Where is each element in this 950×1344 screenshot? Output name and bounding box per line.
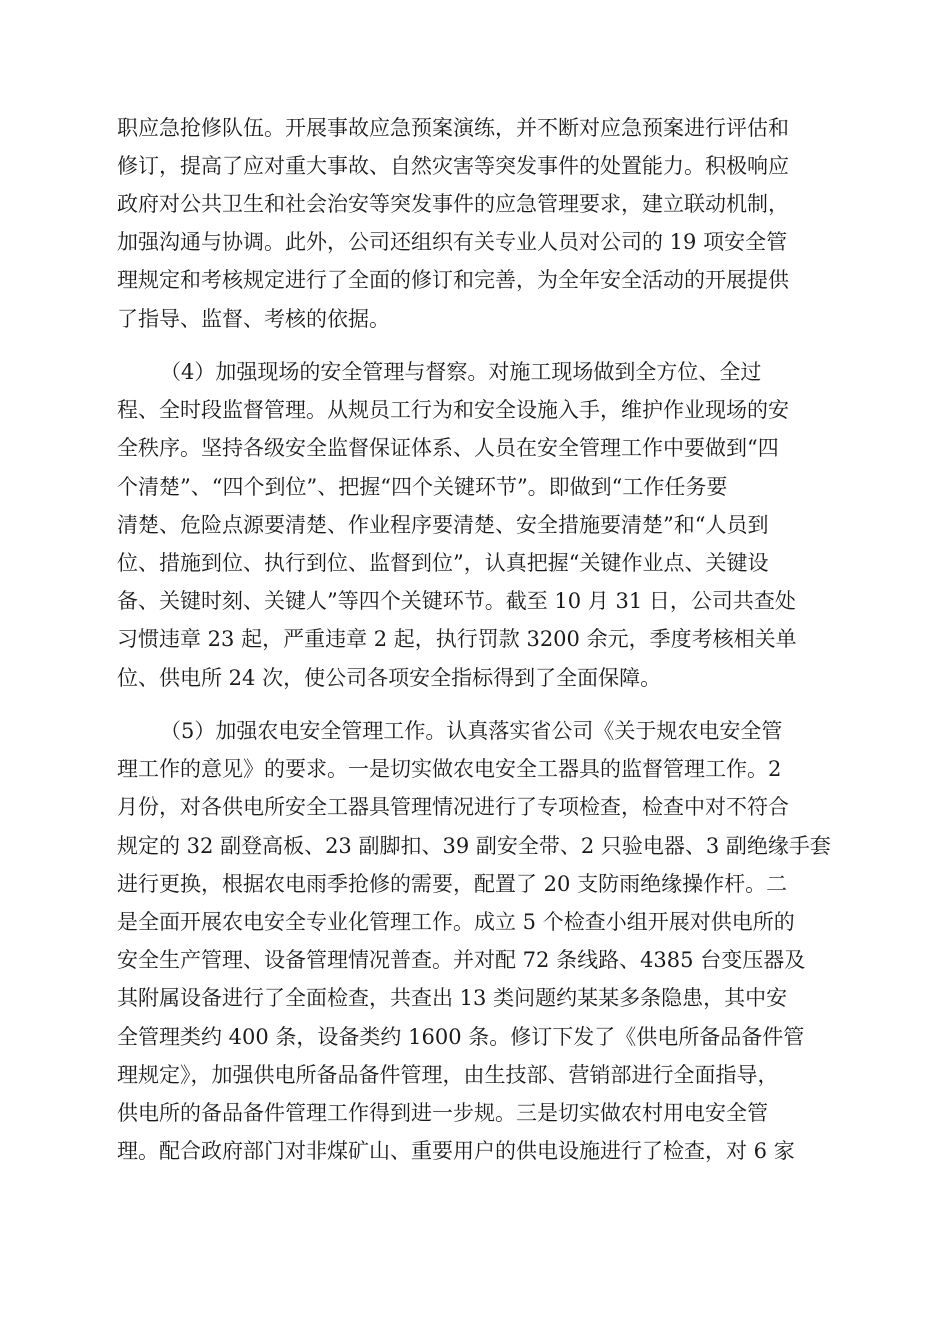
text-line: 职应急抢修队伍。开展事故应急预案演练，并不断对应急预案进行评估和 [117,116,789,140]
paragraph-first-line: （4）加强现场的安全管理与督察。对施工现场做到全方位、全过 [160,360,762,384]
text-line: 供电所的备品备件管理工作得到进一步规。三是切实做农村用电安全管 [117,1101,768,1125]
text-line: 位、供电所 24 次，使公司各项安全指标得到了全面保障。 [117,666,662,690]
text-line: 全管理类约 400 条，设备类约 1600 条。修订下发了《供电所备品备件管 [117,1025,805,1049]
text-line: 理规定和考核规定进行了全面的修订和完善，为全年安全活动的开展提供 [117,268,789,292]
text-line: 月份，对各供电所安全工器具管理情况进行了专项检查，检查中对不符合 [117,795,789,819]
text-line: 程、全时段监督管理。从规员工行为和安全设施入手，维护作业现场的安 [117,398,789,422]
text-line: 备、关键时刻、关键人”等四个关键环节。截至 10 月 31 日，公司共查处 [117,589,796,613]
text-line: 理规定》，加强供电所备品备件管理，由生技部、营销部进行全面指导， [117,1063,779,1087]
text-line: 习惯违章 23 起，严重违章 2 起，执行罚款 3200 余元，季度考核相关单 [117,627,797,651]
text-line: 进行更换，根据农电雨季抢修的需要，配置了 20 支防雨绝缘操作杆。二 [117,872,788,896]
text-line: 其附属设备进行了全面检查，共查出 13 类问题约某某多条隐患，其中安 [117,986,788,1010]
text-line: 位、措施到位、执行到位、监督到位”，认真把握“关键作业点、关键设 [117,551,769,575]
text-line: 个清楚”、“四个到位”、把握“四个关键环节”。即做到“工作任务要 [117,475,728,499]
text-line: 修订，提高了应对重大事故、自然灾害等突发事件的处置能力。积极响应 [117,154,789,178]
text-line: 全秩序。坚持各级安全监督保证体系、人员在安全管理工作中要做到“四 [117,436,779,460]
text-line: 规定的 32 副登高板、23 副脚扣、39 副安全带、2 只验电器、3 副绝缘手套 [117,834,831,858]
text-line: 加强沟通与协调。此外，公司还组织有关专业人员对公司的 19 项安全管 [117,230,788,254]
text-line: 安全生产管理、设备管理情况普查。并对配 72 条线路、4385 台变压器及 [117,948,806,972]
text-line: 是全面开展农电安全专业化管理工作。成立 5 个检查小组开展对供电所的 [117,910,795,934]
text-line: 理工作的意见》的要求。一是切实做农电安全工器具的监督管理工作。2 [117,757,782,781]
text-line: 清楚、危险点源要清楚、作业程序要清楚、安全措施要清楚”和“人员到 [117,513,769,537]
text-line: 政府对公共卫生和社会治安等突发事件的应急管理要求，建立联动机制， [117,192,789,216]
text-line: 了指导、监督、考核的依据。 [117,307,390,331]
paragraph-first-line: （5）加强农电安全管理工作。认真落实省公司《关于规农电安全管 [160,719,783,743]
text-line: 理。配合政府部门对非煤矿山、重要用户的供电设施进行了检查，对 6 家 [117,1139,795,1163]
